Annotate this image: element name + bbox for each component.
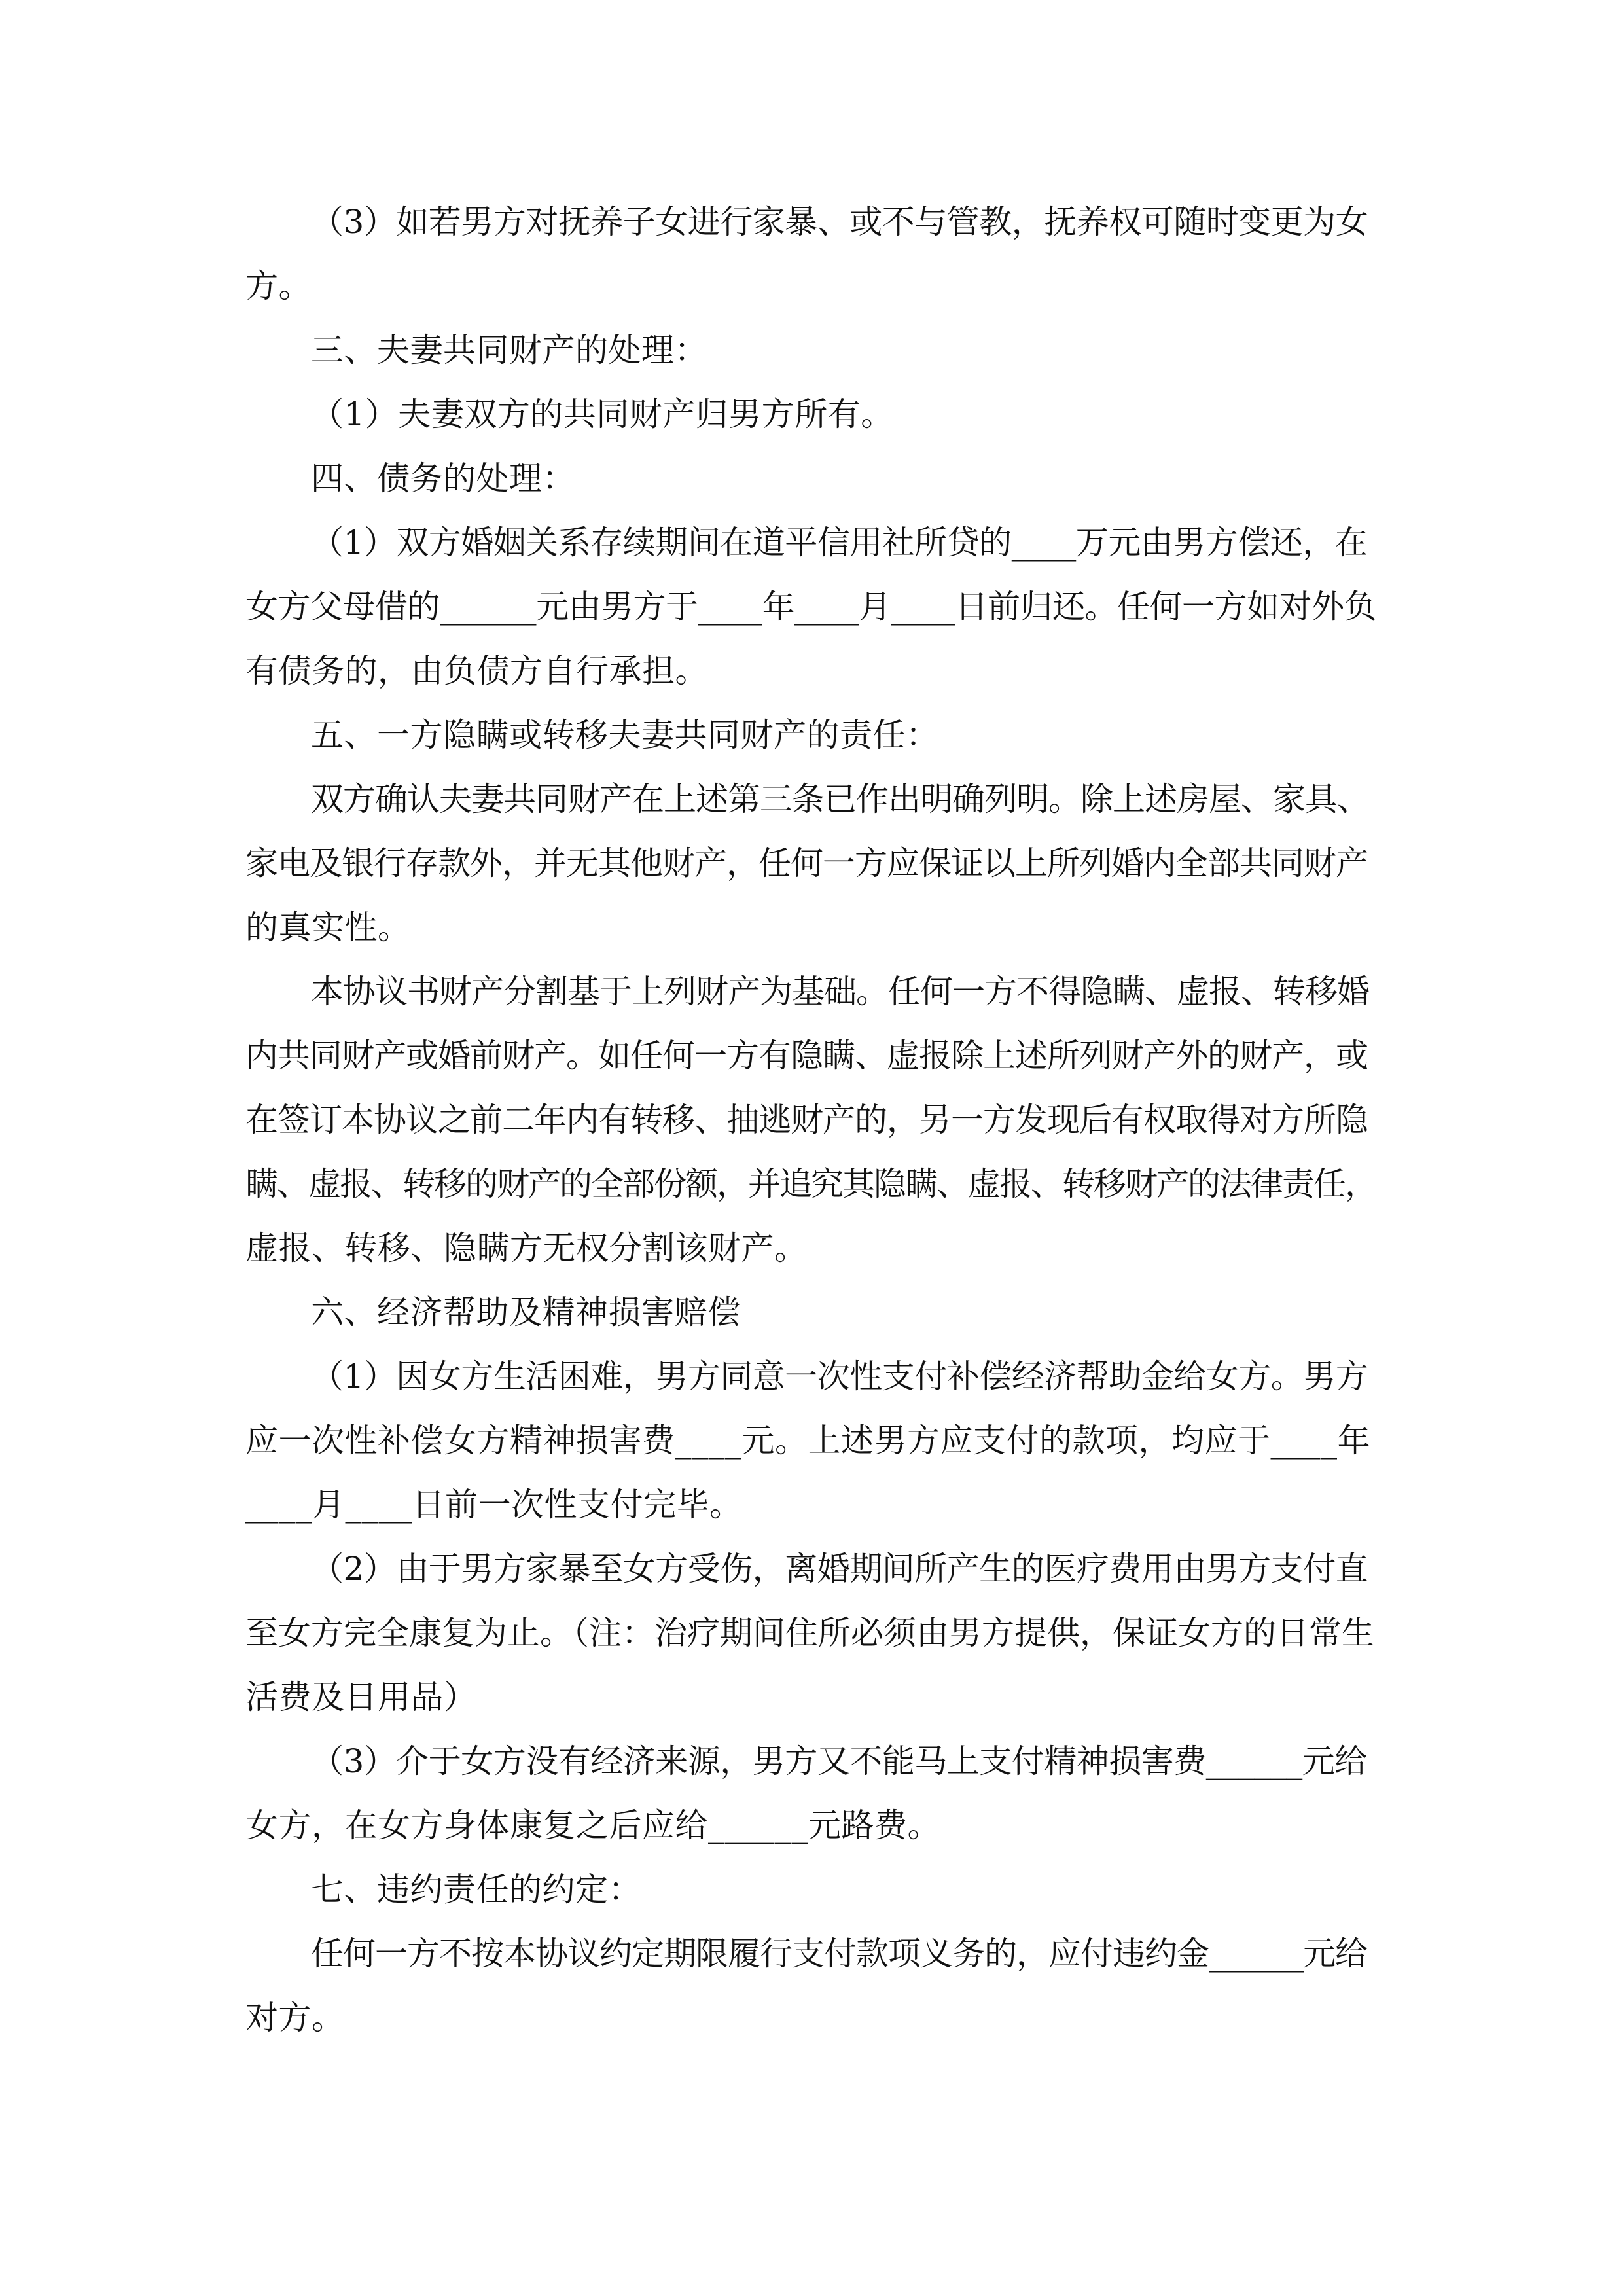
document-line: 家电及银行存款外，并无其他财产，任何一方应保证以上所列婚内全部共同财产 (245, 844, 1368, 882)
document-line: 对方。 (245, 1999, 345, 2037)
document-body (245, 190, 1378, 2050)
document-line: 至女方完全康复为止。（注：治疗期间住所必须由男方提供，保证女方的日常生 (245, 1614, 1374, 1652)
document-line: （3）介于女方没有经济来源，男方又不能马上支付精神损害费______元给 (311, 1742, 1367, 1780)
document-line: （3）如若男方对抚养子女进行家暴、或不与管教，抚养权可随时变更为女 (311, 203, 1368, 241)
document-line: 在签订本协议之前二年内有转移、抽逃财产的，另一方发现后有权取得对方所隐 (245, 1101, 1368, 1139)
document-line: 四、债务的处理： (311, 459, 575, 497)
document-line: 五、一方隐瞒或转移夫妻共同财产的责任： (311, 716, 939, 754)
document-line: 的真实性。 (245, 908, 411, 946)
document-line: 活费及日用品） (245, 1678, 477, 1716)
document-line: 有债务的，由负债方自行承担。 (245, 652, 708, 690)
document-line: （1）夫妻双方的共同财产归男方所有。 (311, 395, 894, 433)
document-line: 七、违约责任的约定： (311, 1871, 641, 1909)
document-line: （2）由于男方家暴至女方受伤，离婚期间所产生的医疗费用由男方支付直 (311, 1550, 1368, 1588)
document-line: 虚报、转移、隐瞒方无权分割该财产。 (245, 1229, 808, 1267)
document-line: 六、经济帮助及精神损害赔偿 (311, 1293, 741, 1331)
document-line: 内共同财产或婚前财产。如任何一方有隐瞒、虚报除上述所列财产外的财产，或 (245, 1037, 1368, 1075)
document-line: 女方，在女方身体康复之后应给______元路费。 (245, 1806, 940, 1844)
document-line: 应一次性补偿女方精神损害费____元。上述男方应支付的款项，均应于____年 (245, 1422, 1370, 1460)
document-line: 瞒、虚报、转移的财产的全部份额，并追究其隐瞒、虚报、转移财产的法律责任， (245, 1165, 1376, 1203)
document-line: （1）双方婚姻关系存续期间在道平信用社所贷的____万元由男方偿还，在 (311, 524, 1368, 562)
document-line: 女方父母借的______元由男方于____年____月____日前归还。任何一方如对外负 (245, 588, 1376, 626)
document-line: 双方确认夫妻共同财产在上述第三条已作出明确列明。除上述房屋、家具、 (311, 780, 1369, 818)
document-line: 方。 (245, 267, 312, 305)
document-line: 三、夫妻共同财产的处理： (311, 331, 707, 369)
document-line: 本协议书财产分割基于上列财产为基础。任何一方不得隐瞒、虚报、转移婚 (311, 973, 1369, 1011)
document-line: （1）因女方生活困难，男方同意一次性支付补偿经济帮助金给女方。男方 (311, 1357, 1368, 1395)
document-line: ____月____日前一次性支付完毕。 (245, 1486, 743, 1524)
document-line: 任何一方不按本协议约定期限履行支付款项义务的，应付违约金______元给 (311, 1935, 1367, 1973)
